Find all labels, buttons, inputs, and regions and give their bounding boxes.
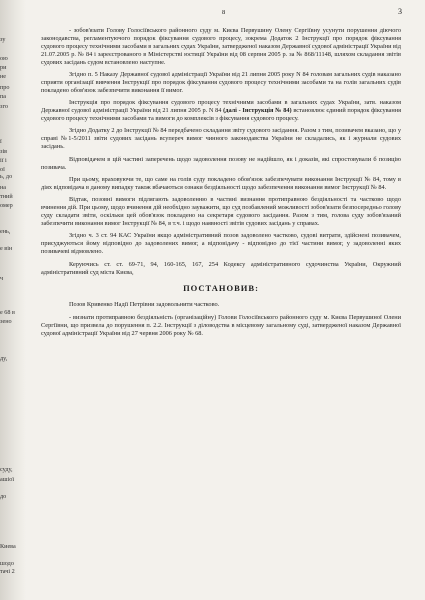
- page-number-center: 8: [222, 9, 226, 16]
- paragraph-1: - зобов'язати Голову Голосіївського районного суду м. Києва Первушину Олену Сергіївну усунути порушення діючого законодавства, регламентуючого порядок фіксування судового процесу, зокрема Додаток 2 Інструкції про порядок фіксування судового процесу технічними засобами в загальних судах України, затвердженої наказом Державної судової адміністрації України від 21.07.2005 р. № 84 і зареєстрованого в Міністерстві юстиції України від 08 серпня 2005 р. за № 868/11148, шляхом складання звітів судових засідань судом встановлено наступне.: [41, 27, 401, 66]
- gutter-fragment: ії і: [0, 157, 7, 164]
- gutter-fragment: до: [0, 493, 7, 500]
- gutter-fragment: зів: [0, 148, 8, 155]
- paragraph-3-post: встановлює єдиний порядок фіксування судового процесу технічними засобами та вимоги до комплексів з фіксування судового процесу.: [41, 107, 401, 123]
- paragraph-3-bold: (далі - Інструкція № 84): [223, 107, 292, 115]
- gutter-fragment: ь, до: [0, 173, 13, 180]
- resolution-heading: ПОСТАНОВИВ:: [183, 283, 259, 294]
- gutter-fragment: па: [0, 93, 7, 100]
- paragraph-7: Відтак, позовні вимоги підлягають задоволенню в частині визнання протиправною бездіяльності та частково щодо вчинення дій. При цьому, щодо вчинення дій необхідно зауважити, що суд позбавлений можливості зобов'язати безпосередньо голову суду складати звіти, оскільки цей обов'язок покладено на секретаря судового засідання. Разом з тим, голова суду зобов'язаний забезпечити виконання вимог Інструкції № 84, в т.ч. і щодо наявності звітів судових засідань у справах.: [41, 196, 401, 228]
- gutter-fragment: на: [0, 184, 7, 191]
- gutter-fragment: суду,: [0, 466, 13, 473]
- gutter-fragment: ч: [0, 275, 4, 282]
- gutter-fragment: ої: [0, 166, 5, 173]
- paragraph-4: Згідно Додатку 2 до Інструкції № 84 передбачено складання звіту судового засідання. Разом з тим, позивачем вказано, що у справі №1-5/2011 звіти судових засідань всупереч вимог чинного законодавства України не складались, як і журнали судових засідань.: [41, 127, 401, 151]
- gutter-fragment: зу: [0, 36, 6, 43]
- gutter-fragment: зено: [0, 318, 12, 325]
- paragraph-8: Згідно ч. 3 ст. 94 КАС України якщо адміністративний позов задоволено частково, судові витрати, здійснені позивачем, присуджуються йому відповідно до задоволених вимог, а відповідачу - відповідно до тієї частини вимог, у задоволенні яких позивачеві відмовлено.: [41, 232, 401, 256]
- gutter-fragment: тний: [0, 193, 13, 200]
- gutter-fragment: е він: [0, 245, 13, 252]
- gutter-fragment: ду,: [0, 355, 8, 362]
- paragraph-2: Згідно п. 5 Наказу Державної судової адміністрації України від 21 липня 2005 року N 84 головам загальних судів наказано сприяти організації вивчення Інструкції про порядок фіксування судового процесу технічними засобами та на голів загальних судів покладено обов'язок забезпечити виконання її вимог.: [41, 71, 401, 94]
- gutter-fragment: e 68 в: [0, 309, 15, 316]
- paragraph-6: При цьому, враховуючи те, що саме на голів суду покладено обов'язок забезпечувати виконання Інструкції № 84, тому в діях відповідача в даному випадку також вбачаються ознаки бездіяльності щодо забезпечення виконання вимог Інструкції № 84.: [41, 176, 401, 191]
- paragraph-9: Керуючись ст. ст. 69-71, 94, 160-165, 167, 254 Кодексу адміністративного судочинства України, Окружний адміністративний суд міста Києва,: [41, 260, 401, 276]
- paragraph-10: Позов Кривенко Надії Петрівни задовольнити частково.: [69, 301, 220, 309]
- gutter-fragment: Киева: [0, 543, 16, 550]
- gutter-fragment: зго: [0, 103, 8, 110]
- gutter-fragment: ри: [0, 64, 7, 71]
- gutter-fragment: шодо: [0, 560, 14, 567]
- document-body: [41, 27, 401, 342]
- gutter-fragment: тачі 2: [0, 568, 15, 575]
- gutter-fragment: про: [0, 84, 10, 91]
- paragraph-3: [41, 99, 401, 123]
- paragraph-11: - визнати протиправною бездіяльність (організаційну) Голови Голосіївського районного суду м. Києва Первушиної Олени Сергіївни, що призвела до порушення п. 2.2. Інструкції з діловодства в місцевому загальному суді, затвердженої наказом Державної судової адміністрації України від 27 червня 2006 року № 68.: [41, 313, 401, 337]
- gutter-fragment: ою: [0, 55, 8, 62]
- paragraph-5: Відповідачем в цій частині заперечень щодо задоволення позову не надійшло, як і доказів, які спростовували б позицію позивача.: [41, 155, 401, 171]
- page-number-right: 3: [398, 7, 402, 16]
- gutter-fragment: ень,: [0, 228, 11, 235]
- previous-page-margin: [0, 0, 26, 600]
- paragraph-3-pre: Інструкція про порядок фіксування судового процесу технічними засобами в загальних судах України, затв. наказом Державної судової адміністрації України від 21 липня 2005 р. N 84: [41, 99, 401, 115]
- gutter-fragment: ї: [0, 138, 2, 145]
- gutter-fragment: омер: [0, 202, 13, 209]
- gutter-fragment: ашіої: [0, 476, 15, 483]
- gutter-fragment: не: [0, 73, 7, 80]
